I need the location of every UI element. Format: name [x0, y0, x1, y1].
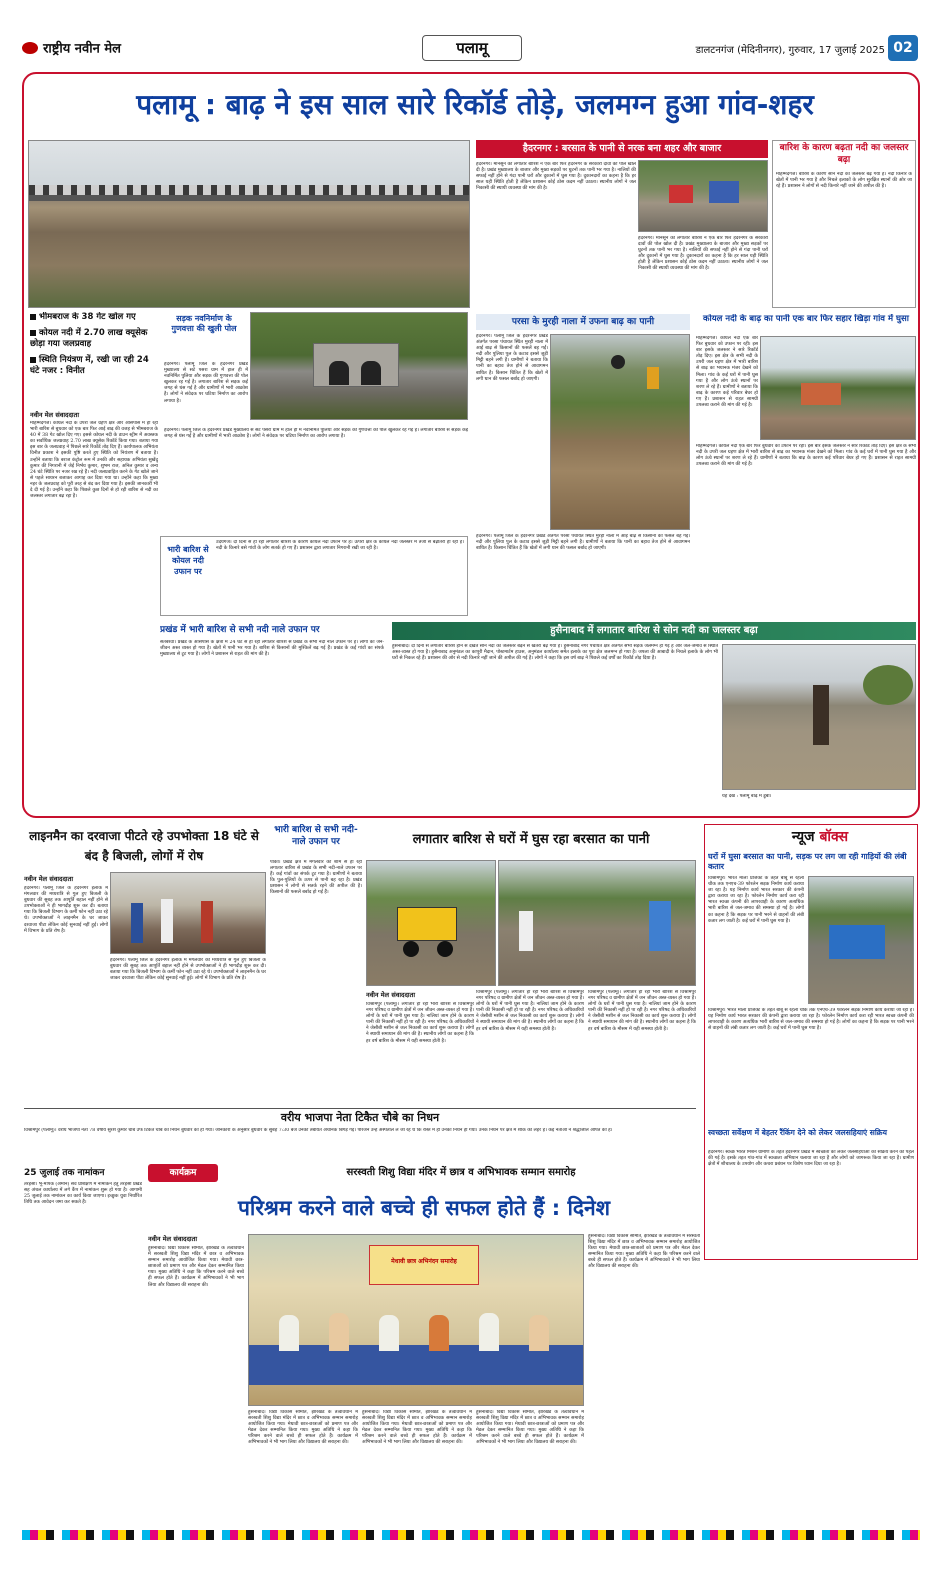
bhari-body: उदयगंज। दो दिनों से हो रही लगातार बारिश के कारण कोयल नदी उफान पर है। ऊपरी क्षेत्र के कोयल नदी जलस्तर में तेजी से बढ़ोतरी हो रही है। नदी के किनारे बसे गांवों के लोग सतर्क हो गए हैं। प्रशासन द्वारा लगातार निगरानी रखी जा रही है। [216, 540, 464, 552]
bhari-headline: भारी बारिश से कोयल नदी उफान पर [167, 545, 209, 576]
bullet-item: स्थिति नियंत्रण में, रखी जा रही 24 घंटे नजर : विनीत [30, 355, 149, 376]
ceremony-photo [248, 1234, 584, 1406]
prakhand-headline: प्रखंड में भारी बारिश से सभी नदी नाले उफान पर [160, 625, 320, 635]
ghar-body-2: विश्रामपुर (पलामू)। लगातार हो रही भारी बारिश से विश्रामपुर नगर परिषद व ग्रामीण क्षेत्रों में जन जीवन अस्त-व्यस्त हो गया है। लोगों के घरों में पानी घुस गया है। नालियां जाम होने के कारण पानी की निकासी नहीं हो पा रही है। नगर परिषद के अधिकारियों ने जेसीबी मशीन से जल निकासी का कार्य शुरू कराया है। लोगों ने स्थायी समाधान की मांग की है। स्थानीय लोगों का कहना है कि हर वर्ष बारिश के मौसम में यही समस्या होती है। [476, 990, 584, 1032]
village-flood-photo [760, 336, 916, 440]
paras-body-2: हैदरनगर। पलामू जिले के हैदरनगर प्रखंड अंतर्गत परसा पंचायत स्थित मुरही नाला में आई बाढ़ से किसानों की फसलें बह गईं। नदी और पुलिया पुल के कटाव इससे जुड़ी मिट्टी बहने लगी है। ग्रामीणों ने बताया कि पानी का बहाव तेज होने से आवागमन बाधित है। किसान चिंतित हैं कि खेतों में लगी धान की फसल बर्बाद हो जाएगी। [476, 534, 690, 552]
lead-headline: पलामू : बाढ़ ने इस साल सारे रिकॉर्ड तोड़े, जलमग्न हुआ गांव-शहर [136, 88, 814, 121]
haidar-body-2: हैदरनगर। मॉनसून की लगातार बारिश ने एक बार फिर हैदरनगर के सरकारी दावों की पोल खोल दी है। प्रखंड मुख्यालय के बाजार और मुख्य सड़कों पर घुटनों तक पानी भर गया है। नालियों की सफाई नहीं होने से गंदा पानी घरों और दुकानों में घुस गया है। दुकानदारों का कहना है कि हर साल यही स्थिति होती है लेकिन प्रशासन कोई ठोस कदम नहीं उठाता। स्थानीय लोगों ने जल निकासी की स्थायी व्यवस्था की मांग की है। [638, 236, 768, 272]
karyakram-label: कार्यक्रम [148, 1164, 218, 1182]
paras-body: हैदरनगर। पलामू जिले के हैदरनगर प्रखंड अंतर्गत परसा पंचायत स्थित मुरही नाला में आई बाढ़ से किसानों की फसलें बह गईं। नदी और पुलिया पुल के कटाव इससे जुड़ी मिट्टी बहने लगी है। ग्रामीणों ने बताया कि पानी का बहाव तेज होने से आवागमन बाधित है। किसान चिंतित हैं कि खेतों में लगी धान की फसल बर्बाद हो जाएगी। [476, 334, 548, 382]
culvert-photo [250, 312, 468, 420]
paras-headline: परसा के मुरही नाला में उफना बाढ़ का पानी [476, 314, 690, 330]
news-box-body: विश्रामपुर। भारत माला प्रोजेक्ट के तहत बीबू से रेहला चौक तक एनएच-39 फोरलेन सड़क निर्माण कार्य कराया जा रहा है। यह निर्माण कार्य भारत सरकार की कंपनी द्वारा कराया जा रहा है। फोरलेन निर्माण कार्य करा रही भारत स्वच्छ कंपनी की लापरवाही के कारण अत्यधिक भारी बारिश से जल-जमाव की समस्या हो गई है। लोगों का कहना है कि सड़क पर पानी भरने से वाहनों की लंबी कतार लग जाती है। कई घरों में पानी घुस गया है। [708, 876, 804, 924]
varishth-body: विश्रामपुर (पलामू)। वरीय भाजपा नेता 78 वर्षीय सुरेश कुमार चौबे उर्फ टिकैत चौबे का निधन बुधवार को हो गया। जानकारी के अनुसार बुधवार के सुबह 7:30 बजे उनकी तबीयत अचानक बिगड़ गई। परिजन उन्हें अस्पताल ले जा रहे थे कि रास्ते में ही उनका निधन हो गया। उनके निधन पर क्षेत्र में शोक की लहर है। कई नेताओं ने श्रद्धांजलि अर्पित की है। [24, 1128, 613, 1133]
dateline: डालटनगंज (मेदिनीनगर), गुरुवार, 17 जुलाई 2025 [695, 45, 885, 56]
page-number: 02 [888, 35, 918, 61]
section-name: पलामू [456, 39, 488, 57]
lead-body: मोहम्मदगंज। कोयल नदी के उपरी जल ग्रहण क्षेत्र और आसपास में हो रही भारी बारिश से बुधवार को एक बार फिर आई बाढ़ की वजह से भीमबराज के 40 में 38 गेट खोल दिए गए। इससे कोयल नदी के डाउन स्ट्रीम में अवस्तक का सर्वाधिक जलप्रवाह 2.70 लाख क्यूसेक रिकॉर्ड किया गया। बताया गया इस बार के जलप्रवाह ने पिछले सारे रिकॉर्ड तोड़ दिए हैं। कार्यपालक अभियंता विनीत प्रकाश ने इसकी पुष्टि करते हुए स्थिति को नियंत्रण में बताया है। उन्होंने बताया कि बराज कंट्रोल रूम में उनकी और सहायक अभियंता सुखेंदु कुमार की निगरानी में जेई निर्भय कुमार, शुभम राज, अनिल कुमार व अन्य 24 घंटे स्थिति पर नजर रख रहे हैं। नदी जलप्रवाहित करने के गेट खोले जाने से पहले सायरन बजाकर आगाह कर दिया गया था। उन्होंने कहा कि मुख्य नहर के जलप्रवाह को पूरी तरह से बंद कर दिया गया है। इसकी जानकारी भी दे दी गई है। उन्होंने कहा कि पिछले कुछ दिनों से हो रही बारिश से नदी का जलस्तर लगातार बढ़ रहा है। [30, 421, 158, 500]
waterlogged-street-photo [498, 860, 696, 986]
hussain-body-2: यह देखें : पलामू बाढ़ में डूबा। [722, 794, 772, 799]
sadak-headline: सड़क नवनिर्माण के गुणवत्ता की खुली पोल [171, 314, 237, 333]
koyal-headline: कोयल नदी के बाढ़ का पानी एक बार फिर सहार खिड़ा गांव में घुसा [703, 314, 909, 324]
section-name-box [422, 35, 522, 61]
karyakram-body: हुसैनाबाद। विद्या विकास समिति, झारखंड के तत्वावधान में सरस्वती शिशु विद्या मंदिर में छात्र व अभिभावक सम्मान समारोह आयोजित किया गया। मेधावी छात्र-छात्राओं को प्रमाण पत्र और मेडल देकर सम्मानित किया गया। मुख्य अतिथि ने कहा कि परिश्रम करने वाले बच्चे ही सफल होते हैं। कार्यक्रम में अभिभावकों ने भी भाग लिया और विद्यालय की सराहना की। [148, 1246, 244, 1288]
ghar-headline: लगातार बारिश से घरों में घुस रहा बरसात का पानी [412, 832, 650, 847]
haidar-body: हैदरनगर। मॉनसून की लगातार बारिश ने एक बार फिर हैदरनगर के सरकारी दावों की पोल खोल दी है। प्रखंड मुख्यालय के बाजार और मुख्य सड़कों पर घुटनों तक पानी भर गया है। नालियों की सफाई नहीं होने से गंदा पानी घरों और दुकानों में घुस गया है। दुकानदारों का कहना है कि हर साल यही स्थिति होती है लेकिन प्रशासन कोई ठोस कदम नहीं उठाता। स्थानीय लोगों ने जल निकासी की स्थायी व्यवस्था की मांग की है। [476, 162, 636, 192]
varishth-headline: वरीय भाजपा नेता टिकैत चौबे का निधन [24, 1108, 696, 1126]
bullet-item: भीमबराज के 38 गेट खोल गए [30, 312, 158, 323]
hussain-headline: हुसैनाबाद में लगातार बारिश से सोन नदी का जलस्तर बढ़ा [550, 625, 758, 636]
lead-byline: नवीन मेल संवाददाता [30, 411, 79, 419]
haidar-headline: हैदरनगर : बरसात के पानी से नरक बना शहर और बाजार [476, 140, 768, 158]
sadak-body-cont: हैदरनगर। पलामू जिले के हैदरनगर प्रखंड मुख्यालय से सटे पसरा ग्राम में हाल ही में नवनिर्मित पुलिया और सड़क की गुणवत्ता की पोल खुलकर रह गई है। लगातार बारिश से सड़क कई जगह से धंस गई है और ग्रामीणों में भारी आक्रोश है। लोगों ने संवेदक पर घटिया निर्माण का आरोप लगाया है। [164, 428, 468, 440]
karyakram-body-2: हुसैनाबाद। विद्या विकास समिति, झारखंड के तत्वावधान में सरस्वती शिशु विद्या मंदिर में छात्र व अभिभावक सम्मान समारोह आयोजित किया गया। मेधावी छात्र-छात्राओं को प्रमाण पत्र और मेडल देकर सम्मानित किया गया। मुख्य अतिथि ने कहा कि परिश्रम करने वाले बच्चे ही सफल होते हैं। कार्यक्रम में अभिभावकों ने भी भाग लिया और विद्यालय की सराहना की। [248, 1410, 358, 1446]
karyakram-body-3: हुसैनाबाद। विद्या विकास समिति, झारखंड के तत्वावधान में सरस्वती शिशु विद्या मंदिर में छात्र व अभिभावक सम्मान समारोह आयोजित किया गया। मेधावी छात्र-छात्राओं को प्रमाण पत्र और मेडल देकर सम्मानित किया गया। मुख्य अतिथि ने कहा कि परिश्रम करने वाले बच्चे ही सफल होते हैं। कार्यक्रम में अभिभावकों ने भी भाग लिया और विद्यालय की सराहना की। [362, 1410, 472, 1446]
nadi2-body: पांकी। प्रखंड क्षेत्र में मंगलवार की शाम से हो रही लगातार बारिश से प्रखंड के सभी नदी-नाले उफान पर हैं। कई गांवों का संपर्क टूट गया है। ग्रामीणों ने बताया कि पुल-पुलियों के ऊपर से पानी बह रहा है। प्रखंड प्रशासन ने लोगों से सतर्क रहने की अपील की है। किसानों की फसलें बर्बाद हो गई हैं। [270, 860, 362, 896]
lineman-body: हैदरनगर। पलामू जिले के हैदरनगर इलाके में मंगलवार की मध्यरात्रि से गुल हुए बिजली के बुधवार की सुबह तक आपूर्ति बहाल नहीं होने से उपभोक्ताओं ने ही भागदौड़ शुरू कर दी। बताया गया कि बिजली विभाग के कर्मी फोन नहीं उठा रहे थे। उपभोक्ताओं ने लाइनमैन के घर जाकर दरवाजा पीटा लेकिन कोई सुनवाई नहीं हुई। लोगों में विभाग के प्रति रोष है। [24, 886, 108, 934]
news-box-body-2: विश्रामपुर। भारत माला प्रोजेक्ट के तहत बीबू से रेहला चौक तक एनएच-39 फोरलेन सड़क निर्माण कार्य कराया जा रहा है। यह निर्माण कार्य भारत सरकार की कंपनी द्वारा कराया जा रहा है। फोरलेन निर्माण कार्य करा रही भारत स्वच्छ कंपनी की लापरवाही के कारण अत्यधिक भारी बारिश से जल-जमाव की समस्या हो गई है। लोगों का कहना है कि सड़क पर पानी भरने से वाहनों की लंबी कतार लग जाती है। कई घरों में पानी घुस गया है। [708, 1008, 914, 1032]
logo-emblem-icon [22, 42, 38, 54]
market-photo [638, 160, 768, 232]
news-box-headline: घरों में घुसा बरसात का पानी, सड़क पर लग जा रही गाड़ियों की लंबी कतार [708, 852, 907, 871]
page-header [22, 33, 920, 67]
prakhand-body: सतबरवा। प्रखंड के आसपास के क्षेत्रों में 24 घंटे से हो रही लगातार बारिश से प्रखंड के सभी नदी नाले उफान पर हैं। लोगों का जन-जीवन अस्त व्यस्त हो गया है। खेतों में पानी भर गया है। बारिश से किसानों की मुश्किलें बढ़ गई हैं। प्रखंड के कई गांवों का संपर्क मुख्यालय से टूट गया है। लोगों ने प्रशासन से राहत की मांग की है। [160, 640, 384, 658]
ceremony-banner: मेधावी छात्र अभिनंदन समारोह [391, 1258, 457, 1265]
news-box-sub-headline: स्वच्छता सर्वेक्षण में बेहतर रैंकिंग देने को लेकर जलसहियाएं सक्रिय [708, 1128, 887, 1137]
karyakram-body-4: हुसैनाबाद। विद्या विकास समिति, झारखंड के तत्वावधान में सरस्वती शिशु विद्या मंदिर में छात्र व अभिभावक सम्मान समारोह आयोजित किया गया। मेधावी छात्र-छात्राओं को प्रमाण पत्र और मेडल देकर सम्मानित किया गया। मुख्य अतिथि ने कहा कि परिश्रम करने वाले बच्चे ही सफल होते हैं। कार्यक्रम में अभिभावकों ने भी भाग लिया और विद्यालय की सराहना की। [476, 1410, 584, 1446]
lead-bullets [30, 312, 158, 408]
namankan-headline: 25 जुलाई तक नामांकन [24, 1168, 105, 1178]
sadak-body: हैदरनगर। पलामू जिले के हैदरनगर प्रखंड मुख्यालय से सटे पसरा ग्राम में हाल ही में नवनिर्मित पुलिया और सड़क की गुणवत्ता की पोल खुलकर रह गई है। लगातार बारिश से सड़क कई जगह से धंस गई है और ग्रामीणों में भारी आक्रोश है। लोगों ने संवेदक पर घटिया निर्माण का आरोप लगाया है। [164, 362, 248, 404]
ghar-body-3: विश्रामपुर (पलामू)। लगातार हो रही भारी बारिश से विश्रामपुर नगर परिषद व ग्रामीण क्षेत्रों में जन जीवन अस्त-व्यस्त हो गया है। लोगों के घरों में पानी घुस गया है। नालियां जाम होने के कारण पानी की निकासी नहीं हो पा रही है। नगर परिषद के अधिकारियों ने जेसीबी मशीन से जल निकासी का कार्य शुरू कराया है। लोगों ने स्थायी समाधान की मांग की है। स्थानीय लोगों का कहना है कि हर वर्ष बारिश के मौसम में यही समस्या होती है। [588, 990, 696, 1032]
ghar-byline: नवीन मेल संवाददाता [366, 991, 415, 999]
jcb-photo [366, 860, 496, 986]
lineman-headline: लाइनमैन का दरवाजा पीटते रहे उपभोक्ता 18 घंटे से बंद है बिजली, लोगों में रोष [29, 829, 259, 863]
sone-headline: बारिश के कारण बढ़ता नदी का जलस्तर बढ़ा [779, 143, 909, 165]
koyal-body: मोहम्मदगंज। कोयल नदी एक बार फिर बुधवार को उफान पर रही। इस बार इसके जलस्तर ने सारे रिकॉर्ड तोड़ दिए। इस क्षेत्र के सभी नदी के उपरी जल ग्रहण क्षेत्र में भारी बारिश से बाढ़ का भयानक मंजर देखने को मिला। गांव के कई घरों में पानी घुस गया है और लोग ऊंचे स्थानों पर शरण ले रहे हैं। ग्रामीणों ने बताया कि बाढ़ के कारण कई परिवार बेघर हो गए हैं। प्रशासन से राहत सामग्री उपलब्ध कराने की मांग की गई है। [696, 336, 758, 409]
lineman-byline: नवीन मेल संवाददाता [24, 875, 73, 883]
bullet-item: कोयल नदी में 2.70 लाख क्यूसेक छोड़ा गया जलप्रवाह [30, 328, 148, 349]
news-box-label: न्यूज बॉक्स [791, 829, 849, 845]
sone-river-photo [722, 644, 916, 790]
karyakram-kicker: सरस्वती शिशु विद्या मंदिर में छात्र व अभिभावक सम्मान समारोह [346, 1167, 576, 1178]
nadi2-headline: भारी बारिश से सभी नदी-नाले उफान पर [274, 825, 358, 847]
lineman-body-2: हैदरनगर। पलामू जिले के हैदरनगर इलाके में मंगलवार की मध्यरात्रि से गुल हुए बिजली के बुधवार की सुबह तक आपूर्ति बहाल नहीं होने से उपभोक्ताओं ने ही भागदौड़ शुरू कर दी। बताया गया कि बिजली विभाग के कर्मी फोन नहीं उठा रहे थे। उपभोक्ताओं ने लाइनमैन के घर जाकर दरवाजा पीटा लेकिन कोई सुनवाई नहीं हुई। लोगों में विभाग के प्रति रोष है। [110, 958, 266, 982]
color-registration-bar [22, 1530, 920, 1540]
karyakram-byline: नवीन मेल संवाददाता [148, 1235, 197, 1243]
sone-body: मोहम्मदगंज। बारिश के कारण सोन नदी का जलस्तर बढ़ गया है। नदी किनारे के खेतों में पानी भर गया है और निचले इलाकों के लोग सुरक्षित स्थानों की ओर जा रहे हैं। प्रशासन ने लोगों से नदी किनारे नहीं जाने की अपील की है। [776, 172, 912, 190]
news-box-sub-body: हैदरनगर। स्वच्छ भारत मिशन ग्रामीण के तहत हैदरनगर प्रखंड में स्वच्छता को लेकर जलसहियाओं को सक्रिय करने की पहल की गई है। इसके तहत गांव-गांव में स्वच्छता अभियान चलाया जा रहा है और लोगों को जागरूक किया जा रहा है। ग्रामीण क्षेत्रों में शौचालय के उपयोग और कचरा प्रबंधन पर विशेष ध्यान दिया जा रहा है। [708, 1150, 914, 1168]
koyal-body-2: मोहम्मदगंज। कोयल नदी एक बार फिर बुधवार को उफान पर रही। इस बार इसके जलस्तर ने सारे रिकॉर्ड तोड़ दिए। इस क्षेत्र के सभी नदी के उपरी जल ग्रहण क्षेत्र में भारी बारिश से बाढ़ का भयानक मंजर देखने को मिला। गांव के कई घरों में पानी घुस गया है और लोग ऊंचे स्थानों पर शरण ले रहे हैं। ग्रामीणों ने बताया कि बाढ़ के कारण कई परिवार बेघर हो गए हैं। प्रशासन से राहत सामग्री उपलब्ध कराने की मांग की गई है। [696, 444, 916, 468]
nala-photo [550, 334, 690, 530]
logo-text: राष्ट्रीय नवीन मेल [43, 41, 121, 57]
truck-photo [808, 876, 914, 1004]
namankan-body: तरहसी। भू-मापक (अमीन) सर्वे प्रशिक्षण में नामांकन हेतु तरहसी प्रखंड सह अंचल कार्यालय में लगे कैंप में नामांकन शुरू हो गया है। आगामी 25 जुलाई तक नामांकन का कार्य किया जाएगा। इच्छुक युवा निर्धारित तिथि तक आवेदन जमा कर सकते हैं। [24, 1182, 142, 1206]
karyakram-body-5: हुसैनाबाद। विद्या विकास समिति, झारखंड के तत्वावधान में सरस्वती शिशु विद्या मंदिर में छात्र व अभिभावक सम्मान समारोह आयोजित किया गया। मेधावी छात्र-छात्राओं को प्रमाण पत्र और मेडल देकर सम्मानित किया गया। मुख्य अतिथि ने कहा कि परिश्रम करने वाले बच्चे ही सफल होते हैं। कार्यक्रम में अभिभावकों ने भी भाग लिया और विद्यालय की सराहना की। [588, 1234, 700, 1270]
ghar-body: विश्रामपुर (पलामू)। लगातार हो रही भारी बारिश से विश्रामपुर नगर परिषद व ग्रामीण क्षेत्रों में जन जीवन अस्त-व्यस्त हो गया है। लोगों के घरों में पानी घुस गया है। नालियां जाम होने के कारण पानी की निकासी नहीं हो पा रही है। नगर परिषद के अधिकारियों ने जेसीबी मशीन से जल निकासी का कार्य शुरू कराया है। लोगों ने स्थायी समाधान की मांग की है। स्थानीय लोगों का कहना है कि हर वर्ष बारिश के मौसम में यही समस्या होती है। [366, 1002, 474, 1044]
karyakram-headline: परिश्रम करने वाले बच्चे ही सफल होते हैं : दिनेश [238, 1196, 610, 1220]
lineman-crowd-photo [110, 872, 266, 954]
newspaper-logo [22, 37, 192, 61]
dam-photo [28, 140, 470, 308]
hussain-body: हुसैनाबाद। दो दिनों से लगातार बारिश होने से देखते सोन नदी का जलस्तर बढ़ने से खतरा बढ़ गया है। हुसैनाबाद नगर पंचायत क्षेत्र अंतर्गत सभी सड़कें जलमग्न हो गई हैं और जल-जमाव से स्थिति अस्त-व्यस्त हो गया है। हुसैनाबाद अनुमंडल का कापूरी मैदान, पोस्टमार्टम हाउस, अनुमंडल कार्यालय समेत इलाके का पूरा क्षेत्र जलमग्न हो गया है। जपला की आबादी के निचले इलाके के लोग भी घरों से निकल रहे हैं। प्रशासन की ओर से नदी किनारे नहीं जाने की अपील की गई है। लोगों ने कहा कि इस वर्ष बाढ़ ने पिछले कई वर्षों का रिकॉर्ड तोड़ दिया है। [392, 644, 718, 662]
